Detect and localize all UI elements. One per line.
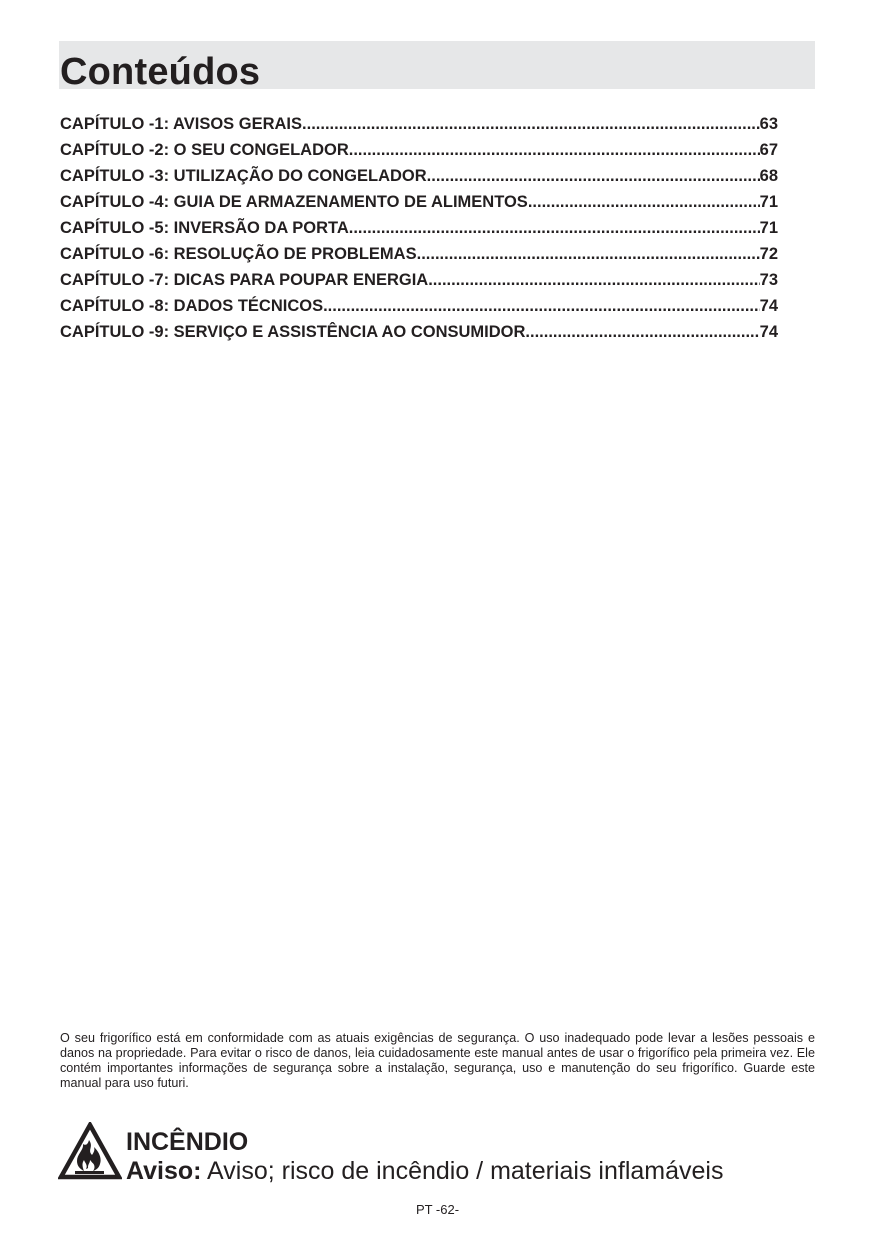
fire-heading: INCÊNDIO <box>126 1128 249 1156</box>
toc-entry-4[interactable] <box>60 189 778 215</box>
toc-entry-label: CAPÍTULO -6: RESOLUÇÃO DE PROBLEMAS <box>60 245 417 263</box>
toc-entry-label: CAPÍTULO -4: GUIA DE ARMAZENAMENTO DE ALIMENTOS <box>60 193 528 211</box>
toc-entry-page: 71 <box>759 219 778 237</box>
toc-entry-page: 72 <box>759 245 778 263</box>
fire-warning-body: Aviso; risco de incêndio / materiais inflamáveis <box>201 1157 724 1185</box>
toc-entry-page: 63 <box>759 115 778 133</box>
fire-warning-icon <box>58 1122 122 1180</box>
toc-entry-5[interactable] <box>60 215 778 241</box>
toc-entry-label: CAPÍTULO -8: DADOS TÉCNICOS <box>60 297 324 315</box>
toc-leader-dots <box>428 267 759 293</box>
fire-warning-text <box>126 1155 723 1187</box>
toc-entry-page: 68 <box>759 167 778 185</box>
toc-entry-label: CAPÍTULO -9: SERVIÇO E ASSISTÊNCIA AO CONSUMIDOR <box>60 323 526 341</box>
toc-entry-8[interactable] <box>60 293 778 319</box>
toc-entry-page: 71 <box>759 193 778 211</box>
toc-leader-dots <box>349 137 760 163</box>
toc-entry-page: 67 <box>759 141 778 159</box>
toc-entry-3[interactable] <box>60 163 778 189</box>
toc-leader-dots <box>349 215 760 241</box>
toc-leader-dots <box>302 111 760 137</box>
toc-leader-dots <box>417 241 760 267</box>
toc-leader-dots <box>528 189 760 215</box>
page-number: PT -62- <box>415 1202 460 1217</box>
toc-entry-page: 74 <box>759 297 778 315</box>
page-title: Conteúdos <box>60 51 261 93</box>
toc-leader-dots <box>427 163 760 189</box>
toc-entry-6[interactable] <box>60 241 778 267</box>
toc-entry-label: CAPÍTULO -5: INVERSÃO DA PORTA <box>60 219 349 237</box>
safety-intro-paragraph: O seu frigorífico está em conformidade com as atuais exigências de segurança. O uso inadequado pode levar a lesões pessoais e danos na propriedade. Para evitar o risco de danos, leia cuidadosamente este manual antes de usar o frigorífico pela primeira vez. Ele contém importantes informações de segurança sobre a instalação, segurança, uso e manutenção do seu frigorífico. Guarde este manual para uso futuri. <box>60 1031 815 1090</box>
toc-leader-dots <box>323 293 760 319</box>
toc-entry-label: CAPÍTULO -3: UTILIZAÇÃO DO CONGELADOR <box>60 167 427 185</box>
toc-entry-label: CAPÍTULO -7: DICAS PARA POUPAR ENERGIA <box>60 271 429 289</box>
toc-entry-2[interactable] <box>60 137 778 163</box>
toc-entry-9[interactable] <box>60 319 778 345</box>
toc-entry-1[interactable] <box>60 111 778 137</box>
toc-entry-page: 73 <box>759 271 778 289</box>
toc-entry-label: CAPÍTULO -1: AVISOS GERAIS <box>60 115 303 133</box>
fire-warning-label: Aviso: <box>126 1157 202 1185</box>
table-of-contents <box>60 111 778 345</box>
toc-leader-dots <box>525 319 759 345</box>
toc-entry-label: CAPÍTULO -2: O SEU CONGELADOR <box>60 141 349 159</box>
toc-entry-page: 74 <box>759 323 778 341</box>
toc-entry-7[interactable] <box>60 267 778 293</box>
title-bar <box>59 41 815 93</box>
